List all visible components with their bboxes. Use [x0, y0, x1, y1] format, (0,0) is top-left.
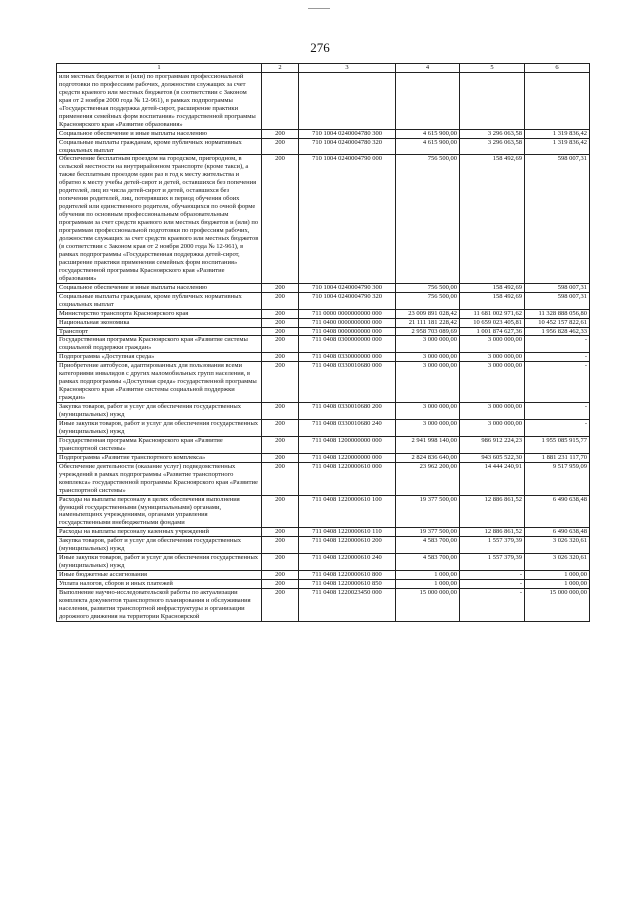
top-mark	[308, 8, 330, 9]
row-value-column-6-cell: 1 319 836,42	[525, 129, 590, 138]
row-value-column-5-cell: 3 000 000,00	[460, 419, 525, 436]
row-code-cell: 711 0408 1220000610 240	[299, 554, 396, 571]
row-column-2-cell: 200	[262, 554, 299, 571]
table-row	[57, 283, 590, 292]
row-value-column-5-cell	[460, 72, 525, 129]
row-value-column-6-cell: 10 452 157 822,61	[525, 318, 590, 327]
row-column-2-cell: 200	[262, 327, 299, 336]
table-row	[57, 554, 590, 571]
table-row	[57, 292, 590, 309]
row-name-cell: Приобретение автобусов, адаптированных для пользования всеми категориями инвалидов с других маломобильных групп населения, в рамках подпрограммы «Доступная среда» государственной программы Красноярского края «Развитие системы социальной поддержки граждан»	[57, 362, 262, 403]
row-code-cell: 711 0408 0330010680 240	[299, 419, 396, 436]
row-value-column-5-cell: 1 557 379,39	[460, 554, 525, 571]
row-value-column-4-cell: 3 000 000,00	[396, 362, 460, 403]
table-row	[57, 571, 590, 580]
table-row	[57, 362, 590, 403]
row-code-cell: 711 0408 1220000610 800	[299, 571, 396, 580]
row-column-2-cell: 200	[262, 283, 299, 292]
row-name-cell: Подпрограмма «Доступная среда»	[57, 353, 262, 362]
row-column-2-cell: 200	[262, 138, 299, 155]
row-column-2-cell	[262, 72, 299, 129]
row-value-column-5-cell: -	[460, 589, 525, 622]
row-code-cell: 711 0000 0000000000 000	[299, 309, 396, 318]
row-value-column-6-cell: 6 490 638,48	[525, 495, 590, 528]
row-value-column-6-cell: -	[525, 336, 590, 353]
row-value-column-6-cell: -	[525, 403, 590, 420]
table-row	[57, 138, 590, 155]
row-name-cell: Закупка товаров, работ и услуг для обеспечения государственных (муниципальных) нужд	[57, 403, 262, 420]
row-code-cell: 710 1004 0240004790 000	[299, 155, 396, 283]
row-value-column-4-cell: 3 000 000,00	[396, 353, 460, 362]
row-value-column-4-cell: 3 000 000,00	[396, 419, 460, 436]
column-header: 3	[299, 64, 396, 73]
row-value-column-4-cell: 4 615 900,00	[396, 138, 460, 155]
table-row	[57, 580, 590, 589]
row-code-cell: 711 0408 0300000000 000	[299, 336, 396, 353]
row-value-column-5-cell: 158 492,69	[460, 155, 525, 283]
row-value-column-4-cell: 21 111 181 228,42	[396, 318, 460, 327]
table-row	[57, 309, 590, 318]
column-header: 5	[460, 64, 525, 73]
row-code-cell: 711 0400 0000000000 000	[299, 318, 396, 327]
row-name-cell: Национальная экономика	[57, 318, 262, 327]
row-value-column-6-cell: 598 007,31	[525, 283, 590, 292]
table-row	[57, 72, 590, 129]
table-row	[57, 453, 590, 462]
row-value-column-6-cell: 11 328 888 056,80	[525, 309, 590, 318]
row-value-column-4-cell: 2 958 703 089,69	[396, 327, 460, 336]
row-column-2-cell: 200	[262, 318, 299, 327]
row-code-cell: 711 0408 0000000000 000	[299, 327, 396, 336]
row-value-column-4-cell: 756 500,00	[396, 292, 460, 309]
row-column-2-cell: 200	[262, 537, 299, 554]
row-name-cell: Закупка товаров, работ и услуг для обеспечения государственных (муниципальных) нужд	[57, 537, 262, 554]
column-header: 4	[396, 64, 460, 73]
row-name-cell: Уплата налогов, сборов и иных платежей	[57, 580, 262, 589]
row-name-cell: Транспорт	[57, 327, 262, 336]
table-row	[57, 537, 590, 554]
table-row	[57, 462, 590, 495]
row-value-column-6-cell: 1 955 085 915,77	[525, 436, 590, 453]
row-name-cell: Расходы на выплаты персоналу казенных учреждений	[57, 528, 262, 537]
row-column-2-cell: 200	[262, 336, 299, 353]
row-column-2-cell: 200	[262, 462, 299, 495]
row-name-cell: Государственная программа Красноярского края «Развитие транспортной системы»	[57, 436, 262, 453]
row-name-cell: Выполнение научно-исследовательской работы по актуализации комплекта документов транспортного планирования и обслуживания населения, развития транспортной инфраструктуры и организации дорожного движения на территории Красноярской	[57, 589, 262, 622]
row-code-cell: 710 1004 0240004780 300	[299, 129, 396, 138]
row-name-cell: Социальное обеспечение и иные выплаты населению	[57, 283, 262, 292]
row-value-column-4-cell: 19 377 500,00	[396, 495, 460, 528]
row-value-column-5-cell: 3 000 000,00	[460, 362, 525, 403]
row-value-column-6-cell: 1 881 231 117,70	[525, 453, 590, 462]
row-value-column-6-cell: -	[525, 362, 590, 403]
row-code-cell: 710 1004 0240004790 320	[299, 292, 396, 309]
row-value-column-6-cell	[525, 72, 590, 129]
row-value-column-5-cell: -	[460, 580, 525, 589]
row-value-column-5-cell: 14 444 240,91	[460, 462, 525, 495]
table-row	[57, 318, 590, 327]
row-value-column-5-cell: 158 492,69	[460, 292, 525, 309]
row-value-column-6-cell: 6 490 638,48	[525, 528, 590, 537]
row-column-2-cell: 200	[262, 436, 299, 453]
row-column-2-cell: 200	[262, 309, 299, 318]
row-value-column-6-cell: 1 000,00	[525, 580, 590, 589]
row-column-2-cell: 200	[262, 403, 299, 420]
row-code-cell: 711 0408 1200000000 000	[299, 436, 396, 453]
row-name-cell: Социальные выплаты гражданам, кроме публичных нормативных социальных выплат	[57, 138, 262, 155]
row-value-column-4-cell: 2 941 998 140,00	[396, 436, 460, 453]
table-row	[57, 353, 590, 362]
row-value-column-4-cell: 19 377 500,00	[396, 528, 460, 537]
row-value-column-5-cell: 3 296 063,58	[460, 138, 525, 155]
row-value-column-4-cell: 4 583 700,00	[396, 537, 460, 554]
table-row	[57, 436, 590, 453]
row-column-2-cell: 200	[262, 129, 299, 138]
row-value-column-5-cell: 158 492,69	[460, 283, 525, 292]
row-value-column-5-cell: 12 886 861,52	[460, 528, 525, 537]
row-code-cell: 711 0408 1220000610 110	[299, 528, 396, 537]
row-name-cell: или местных бюджетов и (или) по программам профессиональной подготовки по профессиям рабочих, должностям служащих за счет средств краевого или местных бюджетов (в соответствии с Законом края от 2 ноября 2000 года № 12-961), в рамках подпрограммы «Государственная поддержка детей-сирот, расширение практики применения семейных форм воспитания» государственной программы Красноярского края «Развитие образования»	[57, 72, 262, 129]
table-row	[57, 589, 590, 622]
row-value-column-6-cell: 15 000 000,00	[525, 589, 590, 622]
page-number: 276	[310, 40, 330, 55]
row-code-cell: 711 0408 1220000000 000	[299, 453, 396, 462]
row-code-cell: 711 0408 0330010680 200	[299, 403, 396, 420]
row-column-2-cell: 200	[262, 528, 299, 537]
row-value-column-4-cell: 4 615 900,00	[396, 129, 460, 138]
row-value-column-6-cell: 1 956 828 462,33	[525, 327, 590, 336]
header-row	[57, 64, 590, 73]
column-header: 6	[525, 64, 590, 73]
row-name-cell: Социальные выплаты гражданам, кроме публичных нормативных социальных выплат	[57, 292, 262, 309]
row-name-cell: Иные бюджетные ассигнования	[57, 571, 262, 580]
table-row	[57, 419, 590, 436]
row-column-2-cell: 200	[262, 580, 299, 589]
row-name-cell: Государственная программа Красноярского края «Развитие системы социальной поддержки граждан»	[57, 336, 262, 353]
table-row	[57, 528, 590, 537]
row-value-column-5-cell: 3 296 063,58	[460, 129, 525, 138]
row-value-column-6-cell: 598 007,31	[525, 292, 590, 309]
row-column-2-cell: 200	[262, 419, 299, 436]
table-row	[57, 155, 590, 283]
row-code-cell: 711 0408 1220000610 850	[299, 580, 396, 589]
row-value-column-6-cell: -	[525, 419, 590, 436]
table-row	[57, 495, 590, 528]
row-value-column-4-cell: 3 000 000,00	[396, 336, 460, 353]
row-value-column-5-cell: 986 912 224,23	[460, 436, 525, 453]
row-name-cell: Иные закупки товаров, работ и услуг для обеспечения государственных (муниципальных) нужд	[57, 554, 262, 571]
row-name-cell: Иные закупки товаров, работ и услуг для обеспечения государственных (муниципальных) нужд	[57, 419, 262, 436]
table-row	[57, 327, 590, 336]
row-value-column-5-cell: -	[460, 571, 525, 580]
row-value-column-5-cell: 3 000 000,00	[460, 403, 525, 420]
row-column-2-cell: 200	[262, 453, 299, 462]
column-header: 1	[57, 64, 262, 73]
row-column-2-cell: 200	[262, 589, 299, 622]
row-column-2-cell: 200	[262, 362, 299, 403]
row-value-column-6-cell: 1 319 836,42	[525, 138, 590, 155]
row-value-column-5-cell: 11 681 002 971,62	[460, 309, 525, 318]
row-value-column-6-cell: -	[525, 353, 590, 362]
row-column-2-cell: 200	[262, 571, 299, 580]
row-value-column-5-cell: 3 000 000,00	[460, 336, 525, 353]
row-code-cell: 711 0408 1220000610 100	[299, 495, 396, 528]
table-row	[57, 129, 590, 138]
row-code-cell	[299, 72, 396, 129]
row-code-cell: 711 0408 1220000610 000	[299, 462, 396, 495]
row-column-2-cell: 200	[262, 155, 299, 283]
row-value-column-4-cell: 23 009 891 028,42	[396, 309, 460, 318]
row-name-cell: Расходы на выплаты персоналу в целях обеспечения выполнения функций государственными (муниципальными) органами, наменьпепцинх учреждениями, органами управления государственными внебюджетными фондами	[57, 495, 262, 528]
row-value-column-5-cell: 12 886 861,52	[460, 495, 525, 528]
row-name-cell: Социальное обеспечение и иные выплаты населению	[57, 129, 262, 138]
row-value-column-4-cell: 4 583 700,00	[396, 554, 460, 571]
table-row	[57, 403, 590, 420]
row-value-column-5-cell: 3 000 000,00	[460, 353, 525, 362]
row-code-cell: 711 0408 0330000000 000	[299, 353, 396, 362]
row-value-column-4-cell: 15 000 000,00	[396, 589, 460, 622]
table-body	[57, 72, 590, 621]
row-value-column-4-cell: 2 824 836 640,00	[396, 453, 460, 462]
row-value-column-4-cell: 756 500,00	[396, 283, 460, 292]
row-code-cell: 711 0408 0330010680 000	[299, 362, 396, 403]
column-header: 2	[262, 64, 299, 73]
row-value-column-6-cell: 3 026 320,61	[525, 537, 590, 554]
row-value-column-5-cell: 10 659 023 405,81	[460, 318, 525, 327]
row-value-column-4-cell: 23 962 200,00	[396, 462, 460, 495]
row-value-column-6-cell: 598 007,31	[525, 155, 590, 283]
row-value-column-4-cell	[396, 72, 460, 129]
row-code-cell: 711 0408 1220000610 200	[299, 537, 396, 554]
row-value-column-5-cell: 1 001 874 627,36	[460, 327, 525, 336]
row-value-column-6-cell: 3 026 320,61	[525, 554, 590, 571]
row-value-column-5-cell: 943 605 522,30	[460, 453, 525, 462]
row-name-cell: Министерство транспорта Красноярского края	[57, 309, 262, 318]
row-value-column-6-cell: 9 517 959,09	[525, 462, 590, 495]
row-column-2-cell: 200	[262, 353, 299, 362]
budget-table	[56, 63, 590, 622]
row-name-cell: Подпрограмма «Развитие транспортного комплекса»	[57, 453, 262, 462]
row-value-column-4-cell: 756 500,00	[396, 155, 460, 283]
row-value-column-5-cell: 1 557 379,39	[460, 537, 525, 554]
row-value-column-4-cell: 1 000,00	[396, 571, 460, 580]
table-row	[57, 336, 590, 353]
row-column-2-cell: 200	[262, 495, 299, 528]
row-value-column-4-cell: 3 000 000,00	[396, 403, 460, 420]
row-name-cell: Обеспечение деятельности (оказание услуг) подведомственных учреждений в рамках подпрограммы «Развитие транспортного комплекса» государственной программы Красноярского края «Развитие транспортной системы»	[57, 462, 262, 495]
row-name-cell: Обеспечение бесплатным проездом на городском, пригородном, в сельской местности на внутрирайонном транспорте (кроме такси), а также бесплатным проездом один раз в год к месту жительства и обратно к месту учебы детей-сирот и детей, оставшихся без попечения родителей, лиц из числа детей-сирот и детей, оставшихся без попечения родителей, лиц, потерявших в период обучения обоих родителей или единственного родителя, обучающихся по очной форме обучения по основным профессиональным образовательным программам за счет средств краевого или местных бюджетов и (или) по программам профессиональной подготовки по профессиям рабочих, должностям служащих за счет средств краевого или местных бюджетов (в соответствии с Законом края от 2 ноября 2000 года № 12-961), в рамках подпрограммы «Государственная поддержка детей-сирот, расширение практики применения семейных форм воспитания» государственной программы Красноярского края «Развитие образования»	[57, 155, 262, 283]
row-code-cell: 710 1004 0240004780 320	[299, 138, 396, 155]
row-code-cell: 711 0408 1220023450 000	[299, 589, 396, 622]
row-column-2-cell: 200	[262, 292, 299, 309]
row-code-cell: 710 1004 0240004790 300	[299, 283, 396, 292]
row-value-column-6-cell: 1 000,00	[525, 571, 590, 580]
row-value-column-4-cell: 1 000,00	[396, 580, 460, 589]
